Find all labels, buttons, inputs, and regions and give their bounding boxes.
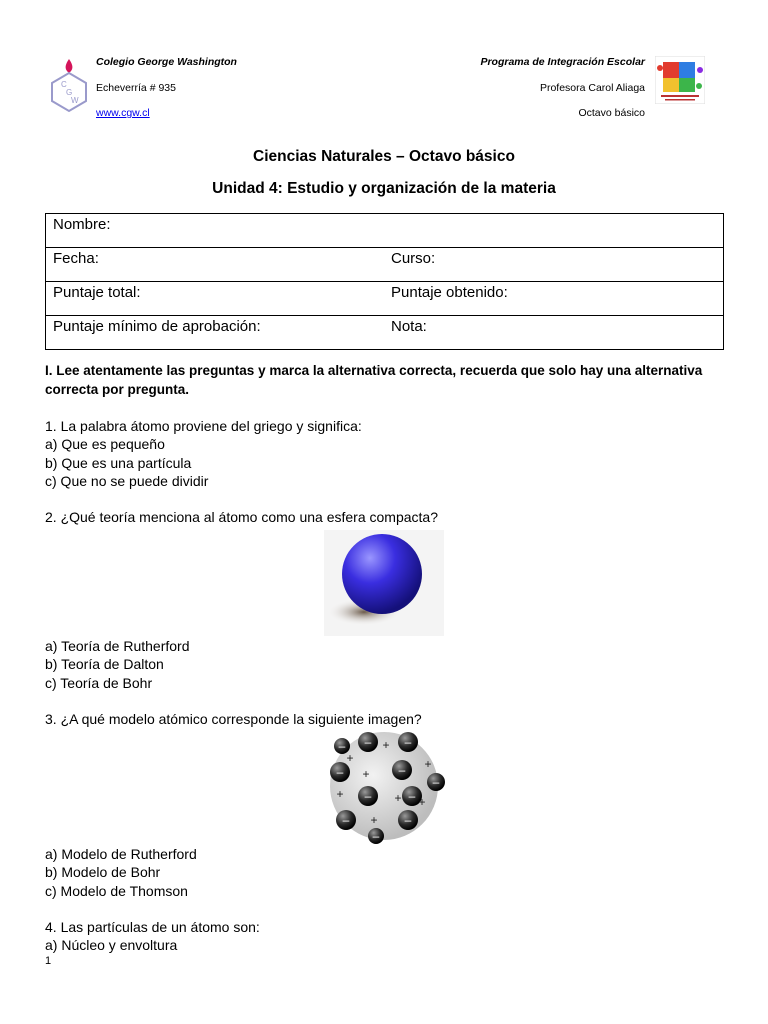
option-3c[interactable]: c) Modelo de Thomson [45, 882, 188, 899]
option-2b[interactable]: b) Teoría de Dalton [45, 656, 164, 673]
svg-text:+: + [382, 738, 390, 752]
course-field[interactable]: Curso: [384, 248, 724, 282]
school-address: Echeverría # 935 [96, 82, 176, 94]
logo-letter-c: C [61, 80, 67, 89]
total-score-field[interactable]: Puntaje total: [46, 282, 385, 316]
question-text: 1. La palabra átomo proviene del griego y significa: [45, 418, 362, 434]
svg-text:–: – [364, 735, 372, 749]
teacher-name: Profesora Carol Aliaga [539, 82, 645, 94]
school-website-link[interactable]: www.cgw.cl [96, 107, 150, 119]
school-name: Colegio George Washington [96, 56, 237, 68]
svg-text:–: – [338, 739, 346, 753]
logo-letter-g: G [66, 88, 73, 97]
page-number: 1 [45, 955, 52, 967]
question-3-text: 3. ¿A qué modelo atómico corresponde la siguiente imagen? [45, 711, 422, 727]
svg-text:+: + [336, 787, 344, 801]
option-3a[interactable]: a) Modelo de Rutherford [45, 846, 197, 862]
question-2-text: 2. ¿Qué teoría menciona al átomo como una esfera compacta? [45, 509, 438, 525]
option-1c[interactable]: c) Que no se puede dividir [45, 472, 209, 489]
obtained-score-field[interactable]: Puntaje obtenido: [384, 282, 724, 316]
min-score-field[interactable]: Puntaje mínimo de aprobación: [46, 316, 385, 350]
question-1 [45, 417, 362, 490]
program-logo [655, 56, 705, 104]
option-4a[interactable]: a) Núcleo y envoltura [45, 937, 178, 954]
svg-text:+: + [362, 767, 370, 781]
svg-text:–: – [342, 813, 350, 827]
option-2c[interactable]: c) Teoría de Bohr [45, 674, 153, 691]
program-name: Programa de Integración Escolar [480, 56, 645, 68]
svg-text:–: – [398, 763, 406, 777]
name-field[interactable]: Nombre: [46, 214, 724, 248]
student-info-table [45, 213, 724, 350]
question-4 [45, 918, 260, 955]
question-3-options [45, 845, 197, 900]
svg-text:–: – [404, 735, 412, 749]
school-logo [48, 55, 90, 113]
svg-text:–: – [404, 813, 412, 827]
svg-text:–: – [408, 789, 416, 803]
instructions: I. Lee atentamente las preguntas y marca la alternativa correcta, recuerda que solo hay una alternativa correcta por pregunta. [45, 363, 703, 397]
dalton-sphere-image [324, 530, 444, 636]
question-2-options [45, 637, 190, 692]
option-3b[interactable]: b) Modelo de Bohr [45, 864, 161, 881]
option-1a[interactable]: a) Que es pequeño [45, 436, 165, 453]
svg-text:+: + [418, 795, 426, 809]
page-subtitle: Unidad 4: Estudio y organización de la materia [212, 180, 556, 197]
grade-level: Octavo básico [578, 107, 645, 119]
option-1b[interactable]: b) Que es una partícula [45, 454, 192, 471]
option-2a[interactable]: a) Teoría de Rutherford [45, 638, 190, 654]
date-field[interactable]: Fecha: [46, 248, 385, 282]
svg-text:–: – [372, 829, 380, 843]
svg-text:+: + [394, 791, 402, 805]
svg-text:–: – [364, 789, 372, 803]
thomson-model-image [326, 730, 452, 846]
svg-text:+: + [370, 813, 378, 827]
svg-text:+: + [346, 751, 354, 765]
question-text: 4. Las partículas de un átomo son: [45, 919, 260, 935]
svg-text:–: – [336, 765, 344, 779]
svg-text:–: – [432, 775, 440, 789]
page-title: Ciencias Naturales – Octavo básico [253, 148, 515, 165]
logo-letter-w: W [71, 96, 79, 105]
svg-text:+: + [424, 757, 432, 771]
grade-field[interactable]: Nota: [384, 316, 724, 350]
